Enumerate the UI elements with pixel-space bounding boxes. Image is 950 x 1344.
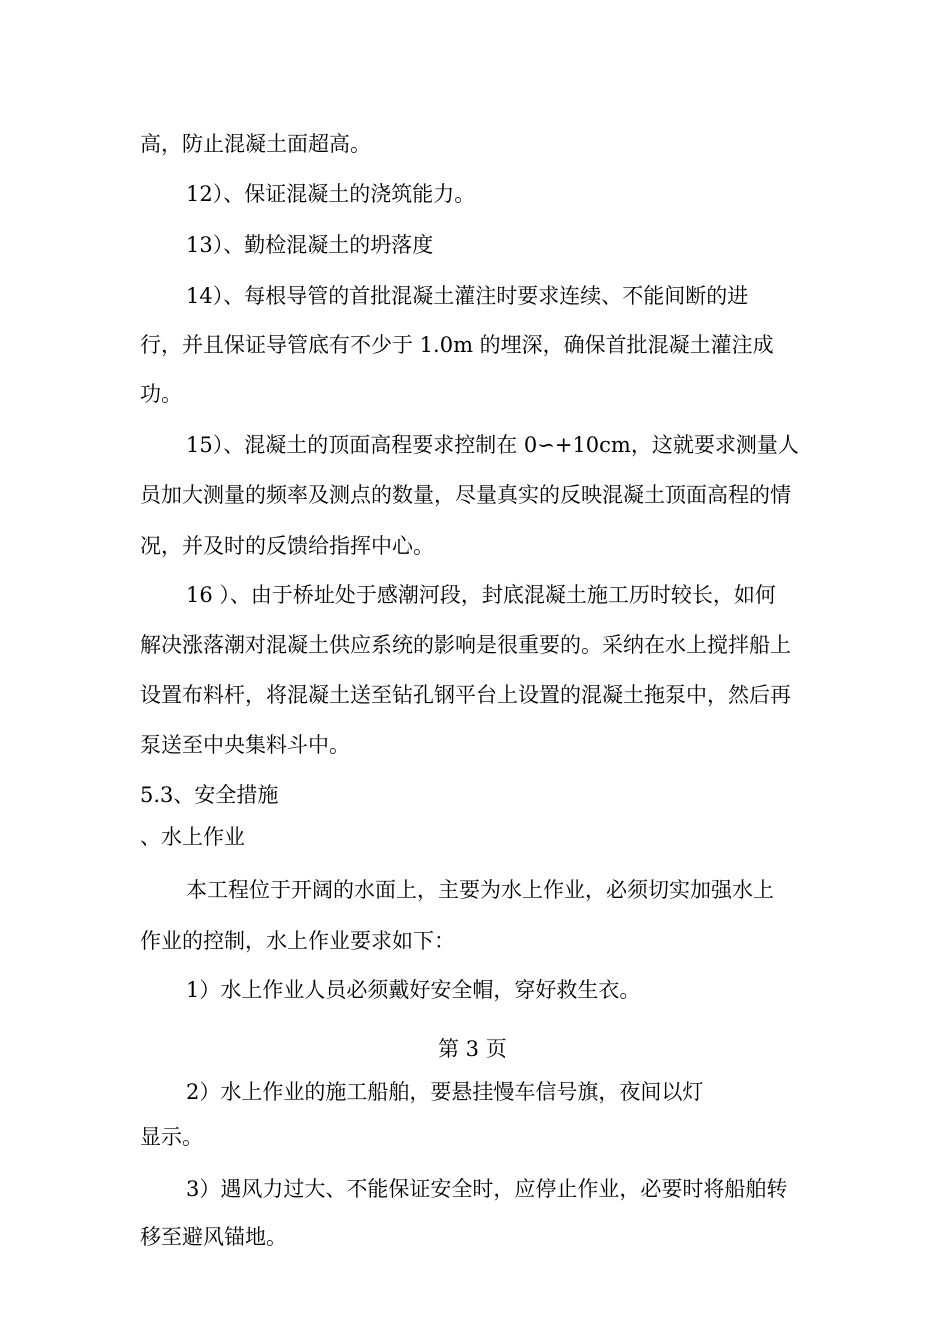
text-line: 14）、每根导管的首批混凝土灌注时要求连续、不能间断的进 xyxy=(186,284,749,308)
text-line: 移至避风锚地。 xyxy=(140,1225,287,1249)
text-line: 显示。 xyxy=(140,1125,203,1149)
text-line: 13）、勤检混凝土的坍落度 xyxy=(186,233,434,257)
text-line: 功。 xyxy=(140,382,182,406)
text-line: 16 ）、由于桥址处于感潮河段，封底混凝土施工历时较长，如何 xyxy=(186,583,776,607)
text-line: 12）、保证混凝土的浇筑能力。 xyxy=(186,182,476,206)
text-line: 1）水上作业人员必须戴好安全帽，穿好救生衣。 xyxy=(186,978,641,1002)
text-line: 15）、混凝土的顶面高程要求控制在 0∽+10cm，这就要求测量人 xyxy=(186,433,799,457)
text-line: 解决涨落潮对混凝土供应系统的影响是很重要的。采纳在水上搅拌船上 xyxy=(140,633,791,657)
text-line: 本工程位于开阔的水面上，主要为水上作业，必须切实加强水上 xyxy=(186,878,774,902)
text-line: 高，防止混凝土面超高。 xyxy=(140,132,371,156)
text-line: 况，并及时的反馈给指挥中心。 xyxy=(140,534,434,558)
section-heading: 5.3、安全措施 xyxy=(140,783,279,807)
text-line: 设置布料杆，将混凝土送至钻孔钢平台上设置的混凝土拖泵中，然后再 xyxy=(140,683,791,707)
text-line: 作业的控制，水上作业要求如下： xyxy=(140,929,455,953)
text-line: 员加大测量的频率及测点的数量，尽量真实的反映混凝土顶面高程的情 xyxy=(140,483,791,507)
text-line: 2）水上作业的施工船舶，要悬挂慢车信号旗，夜间以灯 xyxy=(186,1080,704,1104)
text-line: 行，并且保证导管底有不少于 1.0m 的埋深，确保首批混凝土灌注成 xyxy=(140,333,774,357)
subsection-heading: 、水上作业 xyxy=(140,825,245,849)
text-line: 3）遇风力过大、不能保证安全时，应停止作业，必要时将船舶转 xyxy=(186,1177,788,1201)
page-number: 第 3 页 xyxy=(438,1037,507,1061)
text-line: 泵送至中央集料斗中。 xyxy=(140,733,350,757)
